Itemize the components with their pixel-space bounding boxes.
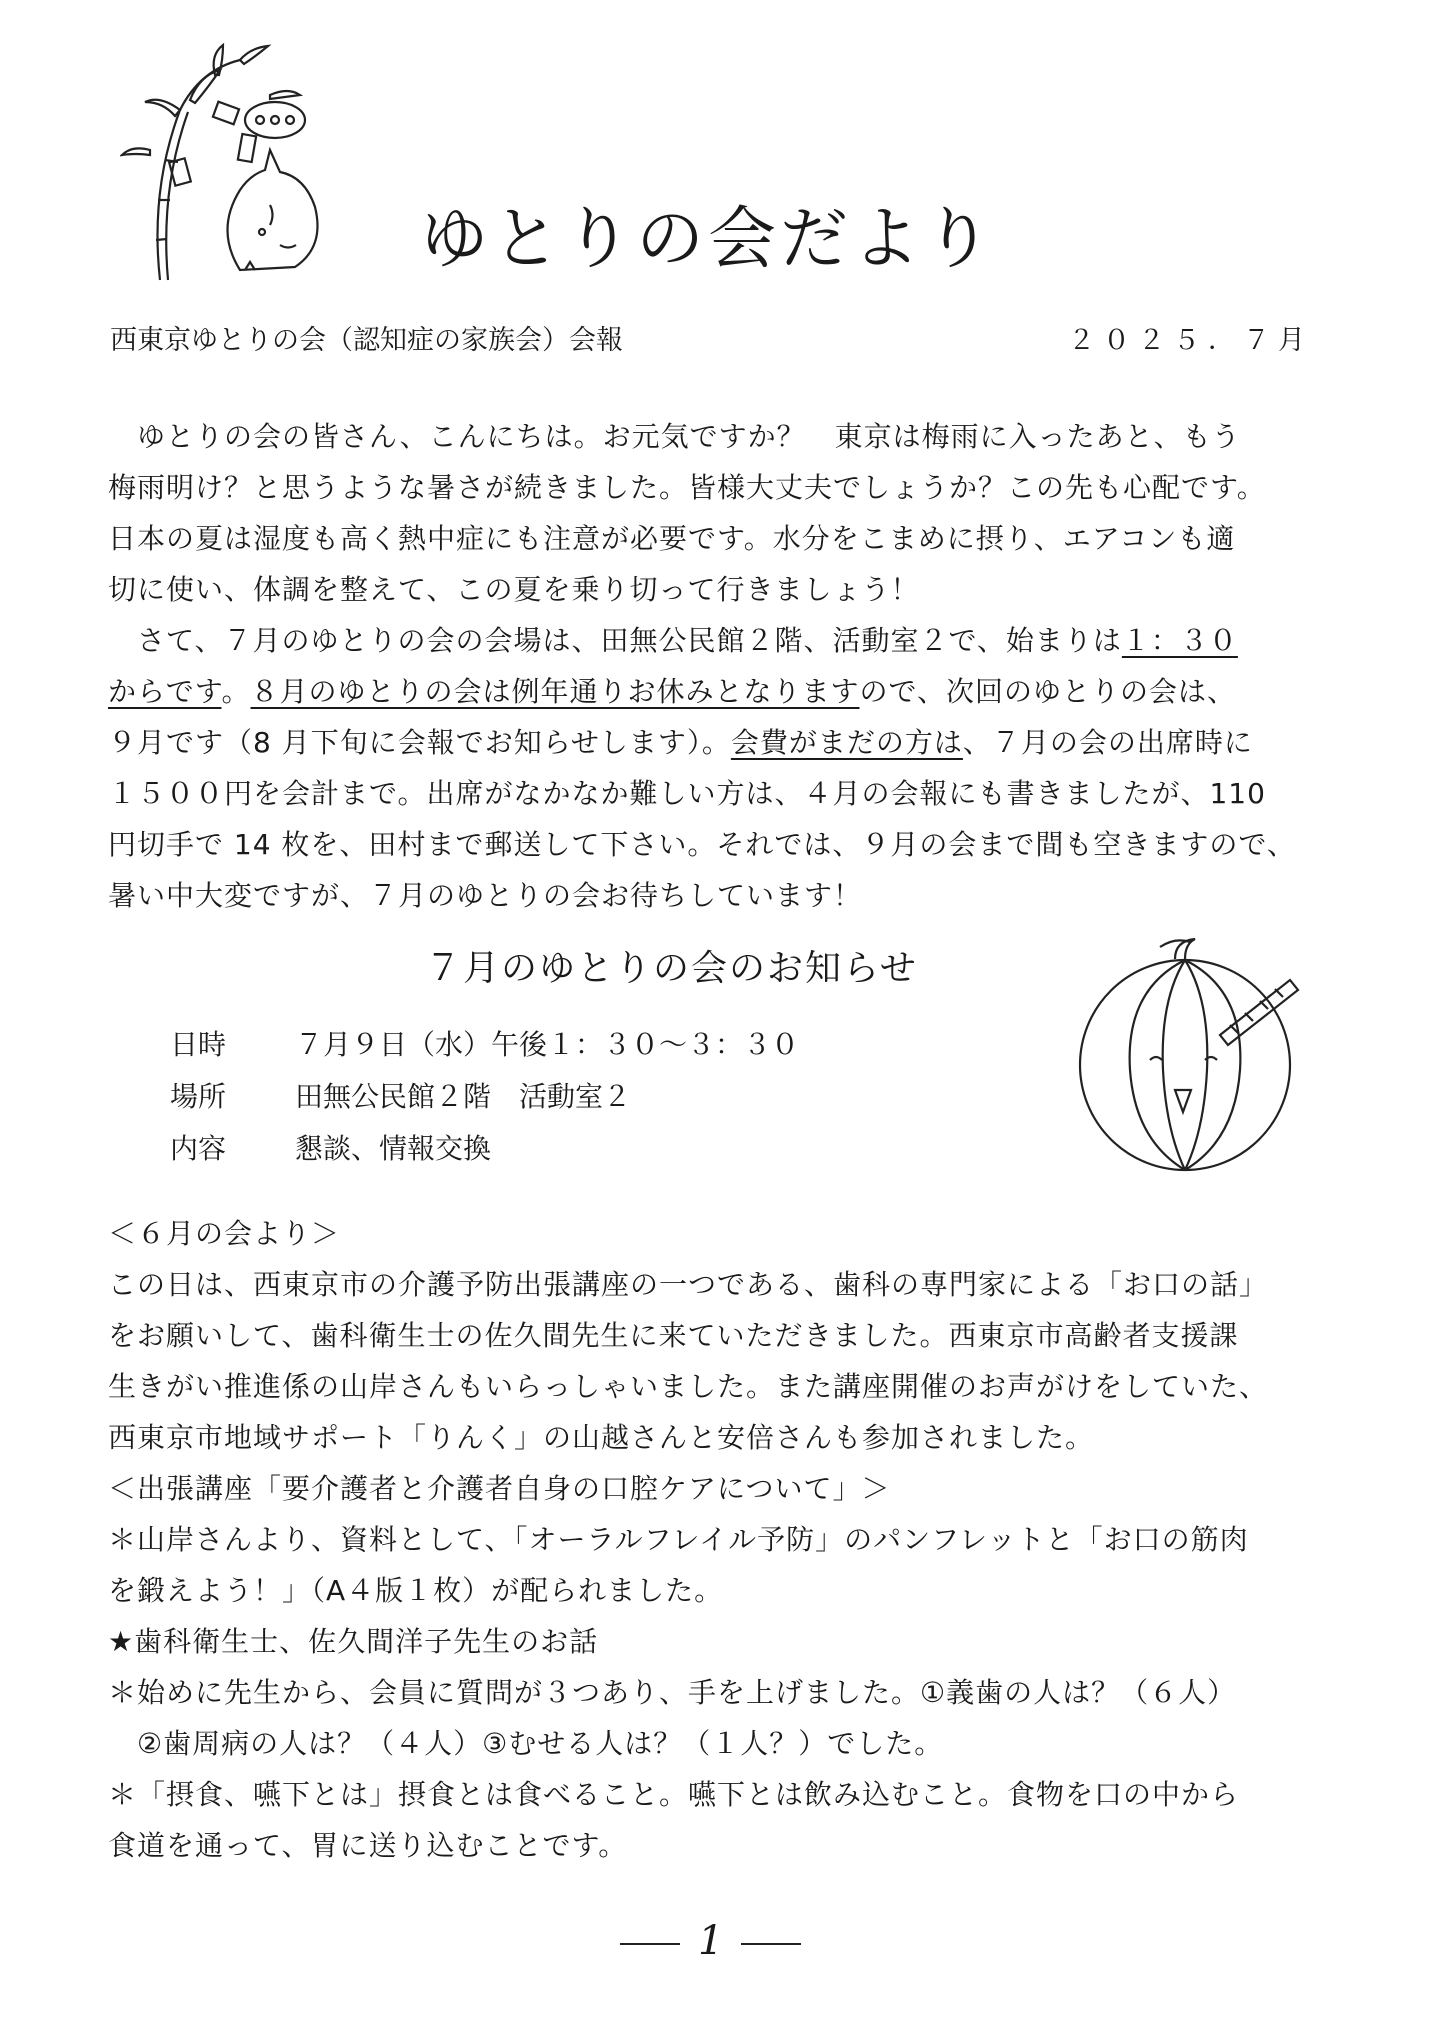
report-line: 西東京市地域サポート「りんく」の山越さんと安倍さんも参加されました。	[108, 1421, 1095, 1454]
report-line: この日は、西東京市の介護予防出張講座の一つである、歯科の専門家による「お口の話」	[108, 1268, 1269, 1301]
issue-date: ２０２５．７月	[1068, 325, 1313, 356]
report-line: を鍛えよう！」（A４版１枚）が配られました。	[108, 1574, 724, 1607]
page-number: 1	[602, 1918, 819, 1964]
report-line: 食道を通って、胃に送り込むことです。	[108, 1829, 628, 1862]
notice-row-place: 場所 田無公民館２階 活動室２	[170, 1080, 632, 1113]
newsletter-title: ゆとりの会だより	[420, 200, 997, 279]
report-line: ＊「摂食、嚥下とは」摂食とは食べること。嚥下とは飲み込むこと。食物を口の中から	[108, 1778, 1240, 1811]
watermelon-illustration	[1065, 925, 1325, 1180]
report-line: 生きがい推進係の山岸さんもいらっしゃいました。また講座開催のお声がけをしていた、	[108, 1370, 1269, 1403]
intro-line: ゆとりの会の皆さん、こんにちは。お元気ですか？ 東京は梅雨に入ったあと、もう	[108, 420, 1241, 453]
intro-line: 日本の夏は湿度も高く熱中症にも注意が必要です。水分をこまめに摂り、エアコンも適	[108, 522, 1236, 555]
intro-line: 切に使い、体調を整えて、この夏を乗り切って行きましょう！	[108, 573, 920, 606]
report-line: ＊山岸さんより、資料として、「オーラルフレイル予防」のパンフレットと「お口の筋肉	[108, 1523, 1249, 1556]
intro-line: からです。８月のゆとりの会は例年通りお休みとなりますので、次回のゆとりの会は、	[108, 675, 1236, 708]
report-line: ＜出張講座「要介護者と介護者自身の口腔ケアについて」＞	[108, 1472, 891, 1505]
report-line: をお願いして、歯科衛生士の佐久間先生に来ていただきました。西東京市高齢者支援課	[108, 1319, 1239, 1352]
report-line: ②歯周病の人は？（４人）③むせる人は？（１人？）でした。	[108, 1727, 944, 1760]
intro-line: １５００円を会計まで。出席がなかなか難しい方は、４月の会報にも書きましたが、110	[108, 777, 1266, 810]
report-line: ＊始めに先生から、会員に質問が３つあり、手を上げました。①義歯の人は？（６人）	[108, 1676, 1237, 1709]
report-line: ＜６月の会より＞	[108, 1217, 341, 1250]
intro-line: 梅雨明け？と思うような暑さが続きました。皆様大丈夫でしょうか？この先も心配です。	[108, 471, 1266, 504]
newsletter-subtitle: 西東京ゆとりの会（認知症の家族会）会報	[110, 325, 623, 356]
report-line: ★歯科衛生士、佐久間洋子先生のお話	[108, 1625, 599, 1658]
notice-row-datetime: 日時 ７月９日（水）午後１：３０～３：３０	[170, 1028, 800, 1061]
intro-line: 暑い中大変ですが、７月のゆとりの会お待ちしています！	[108, 879, 863, 912]
notice-row-content: 内容 懇談、情報交換	[170, 1132, 492, 1165]
intro-line: ９月です（8 月下旬に会報でお知らせします）。会費がまだの方は、７月の会の出席時に	[108, 726, 1253, 759]
notice-title: ７月のゆとりの会のお知らせ	[425, 948, 918, 989]
intro-line: さて、７月のゆとりの会の会場は、田無公民館２階、活動室２で、始まりは１：３０	[108, 624, 1238, 657]
tanabata-fox-illustration	[120, 40, 360, 290]
intro-line: 円切手で 14 枚を、田村まで郵送して下さい。それでは、９月の会まで間も空きますので、	[108, 828, 1296, 861]
